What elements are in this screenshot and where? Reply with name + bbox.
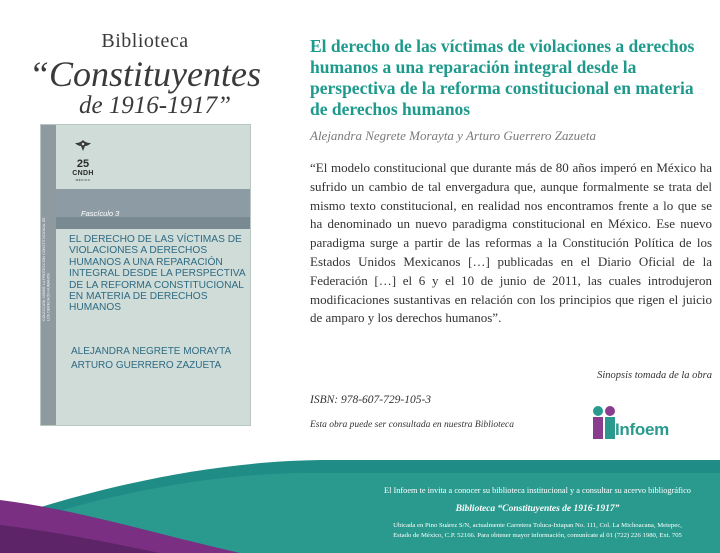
infoem-wordmark: Infoem [615, 420, 669, 439]
book-title: El derecho de las víctimas de violaciones a derechos humanos a una reparación integral desde la perspectiva de la reforma constitucional en materia de derechos humanos [310, 36, 695, 119]
library-years: de 1916-1917” [78, 92, 232, 119]
book-cover [40, 124, 251, 426]
cover-fasciculo: Fascículo 3 [81, 209, 120, 218]
isbn: ISBN: 978-607-729-105-3 [310, 394, 432, 406]
logo-org: CNDH [72, 170, 94, 177]
footer-invite: El Infoem te invita a conocer su biblioteca institucional y a consultar su acervo bibliográfico [384, 486, 691, 495]
availability-note: Esta obra puede ser consultada en nuestra Biblioteca [310, 420, 514, 430]
cover-author-2: ARTURO GUERRERO ZAZUETA [71, 360, 222, 371]
synopsis: “El modelo constitucional que durante más de 80 años imperó en México ha sufrido un cambio de tal envergadura que, aunque formalmente se trata del mismo texto constitucional, en realidad nos encontramos frente a lo que se ha denominado un nuevo paradigma constitucional en México. Ese nuevo paradigma surge a partir de las reformas a la Constitución Política de los Estados Unidos Mexicanos […] publicadas en el Diario Oficial de la Federación […] el 6 y el 10 de junio de 2011, las cuales introdujeron modificaciones sustantivas en relación con los principios que rigen el juicio de amparo y los derechos humanos”. [310, 160, 712, 326]
footer-address [360, 521, 715, 541]
library-header [20, 30, 270, 119]
footer-address-line-1: Ubicada en Pino Suárez S/N, actualmente Carretera Toluca-Ixtapan No. 111, Col. La Michoacana, Metepec, [393, 522, 682, 529]
library-name: “Constituyentes [29, 54, 261, 94]
footer-library-name: Biblioteca “Constituyentes de 1916-1917” [455, 504, 620, 514]
cndh-logo [63, 139, 103, 182]
cover-spine-text: COLECCIÓN SOBRE LA PROTECCIÓN CONSTITUCIONAL DE LOS DERECHOS HUMANOS [42, 217, 51, 321]
logo-number: 25 [76, 158, 90, 170]
cover-band-dark [56, 217, 251, 229]
logo-sub: MÉXICO [75, 178, 91, 182]
cover-author-1: ALEJANDRA NEGRETE MORAYTA [71, 346, 232, 357]
library-label: Biblioteca [101, 30, 189, 52]
footer-address-line-2: Estado de México, C.P. 52166. Para obtener mayor información, comunícate al 01 (722) 226 1980, Ext. 705 [393, 532, 682, 539]
eagle-emblem-icon [71, 139, 95, 153]
synopsis-source: Sinopsis tomada de la obra [597, 370, 712, 381]
cover-title: EL DERECHO DE LAS VÍCTIMAS DE VIOLACIONES A DERECHOS HUMANOS A UNA REPARACIÓN INTEGRAL DESDE LA PERSPECTIVA DE LA REFORMA CONSTITUCIONAL EN MATERIA DE DERECHOS HUMANOS [69, 234, 246, 314]
book-authors: Alejandra Negrete Morayta y Arturo Guerrero Zazueta [310, 128, 596, 143]
cover-authors [71, 345, 246, 373]
